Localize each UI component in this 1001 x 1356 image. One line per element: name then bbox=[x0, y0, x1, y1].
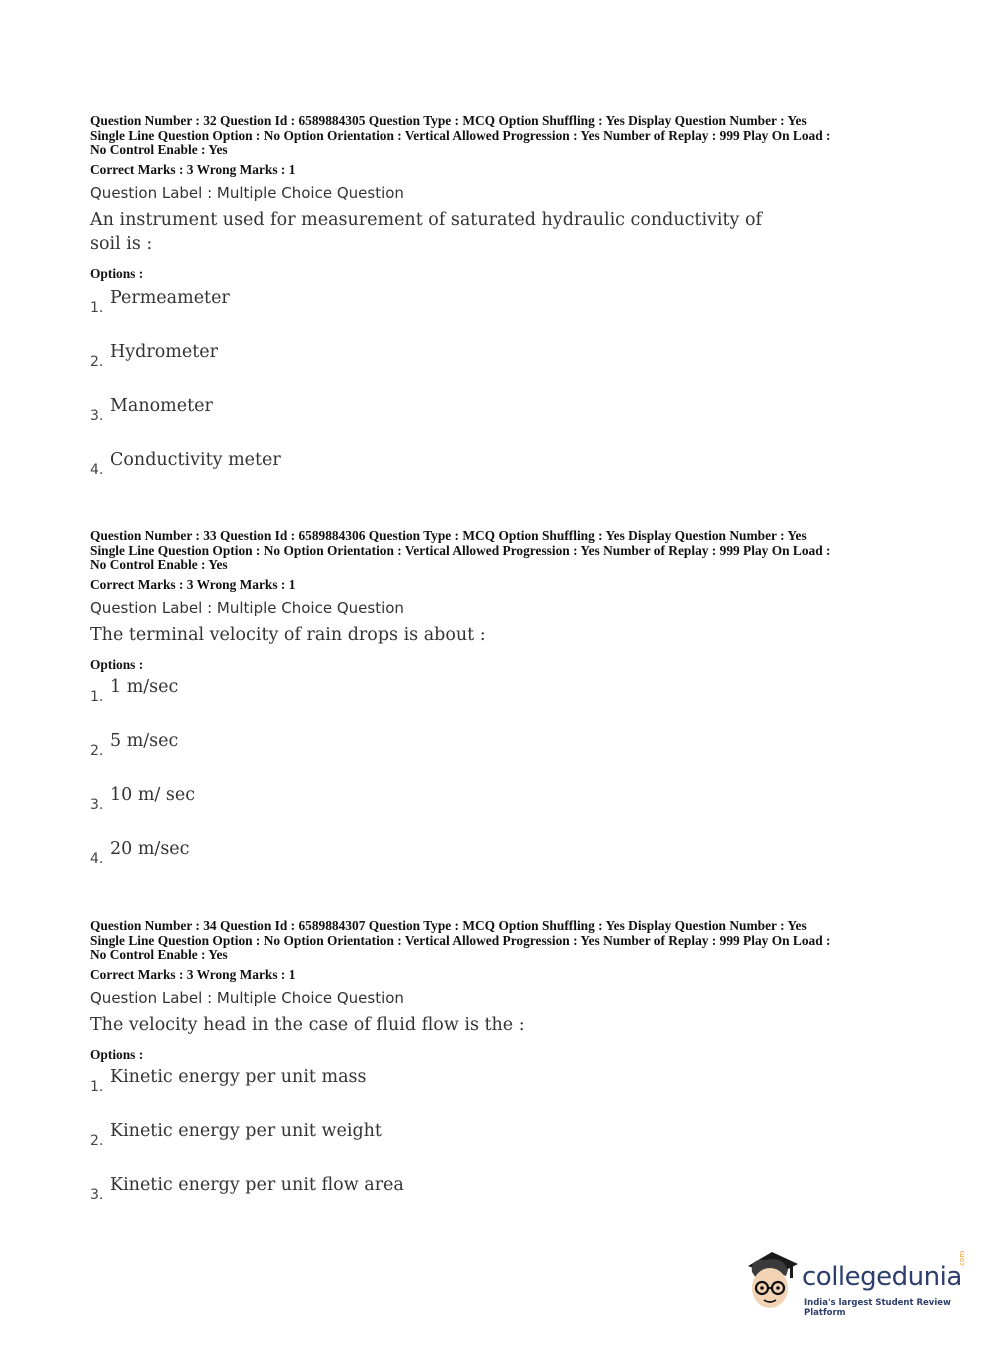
option-item[interactable] bbox=[90, 450, 920, 504]
meta-line: Question Number : 33 Question Id : 6589884306 Question Type : MCQ Option Shuffling : Yes Display Question Number : Yes bbox=[90, 528, 807, 543]
question-block bbox=[90, 529, 920, 893]
option-item[interactable] bbox=[90, 839, 920, 893]
option-item[interactable] bbox=[90, 342, 920, 396]
option-item[interactable] bbox=[90, 731, 920, 785]
logo-wordmark: collegedunia bbox=[802, 1262, 962, 1292]
student-mascot-icon bbox=[742, 1246, 802, 1312]
option-text: Kinetic energy per unit weight bbox=[110, 1120, 382, 1141]
question-meta bbox=[90, 919, 920, 963]
option-item[interactable] bbox=[90, 1067, 920, 1121]
question-label: Question Label : Multiple Choice Question bbox=[90, 598, 404, 617]
question-meta bbox=[90, 114, 920, 158]
option-text: Permeameter bbox=[110, 287, 230, 308]
option-number: 3. bbox=[90, 1186, 104, 1203]
option-item[interactable] bbox=[90, 785, 920, 839]
meta-line: No Control Enable : Yes bbox=[90, 142, 228, 158]
option-text: Kinetic energy per unit flow area bbox=[110, 1174, 404, 1195]
option-text: Conductivity meter bbox=[110, 449, 281, 470]
question-meta bbox=[90, 529, 920, 573]
option-item[interactable] bbox=[90, 288, 920, 342]
question-block bbox=[90, 114, 920, 504]
marks-line: Correct Marks : 3 Wrong Marks : 1 bbox=[90, 161, 296, 177]
options-heading: Options : bbox=[90, 265, 144, 281]
marks-line: Correct Marks : 3 Wrong Marks : 1 bbox=[90, 576, 296, 592]
logo-suffix: .com bbox=[958, 1250, 966, 1268]
option-text: 20 m/sec bbox=[110, 838, 190, 859]
option-number: 3. bbox=[90, 407, 104, 424]
option-number: 1. bbox=[90, 688, 104, 705]
option-number: 2. bbox=[90, 353, 104, 370]
meta-line: Question Number : 34 Question Id : 6589884307 Question Type : MCQ Option Shuffling : Yes Display Question Number : Yes bbox=[90, 918, 807, 933]
meta-line: Question Number : 32 Question Id : 6589884305 Question Type : MCQ Option Shuffling : Yes Display Question Number : Yes bbox=[90, 113, 807, 128]
options-heading: Options : bbox=[90, 656, 144, 672]
question-label: Question Label : Multiple Choice Question bbox=[90, 988, 404, 1007]
option-item[interactable] bbox=[90, 1175, 920, 1229]
option-text: Kinetic energy per unit mass bbox=[110, 1066, 367, 1087]
options-heading: Options : bbox=[90, 1046, 144, 1062]
meta-line: No Control Enable : Yes bbox=[90, 947, 228, 963]
meta-line: Single Line Question Option : No Option Orientation : Vertical Allowed Progression : Yes Number of Replay : 999 Play On Load : bbox=[90, 932, 831, 948]
question-text: An instrument used for measurement of saturated hydraulic conductivity of soil is : bbox=[90, 209, 763, 254]
meta-line: No Control Enable : Yes bbox=[90, 557, 228, 573]
option-number: 1. bbox=[90, 299, 104, 316]
option-number: 4. bbox=[90, 850, 104, 867]
option-number: 3. bbox=[90, 796, 104, 813]
option-number: 4. bbox=[90, 461, 104, 478]
question-text: The terminal velocity of rain drops is about : bbox=[90, 624, 486, 645]
option-number: 2. bbox=[90, 1132, 104, 1149]
meta-line: Single Line Question Option : No Option Orientation : Vertical Allowed Progression : Yes Number of Replay : 999 Play On Load : bbox=[90, 542, 831, 558]
question-block bbox=[90, 919, 920, 1229]
option-item[interactable] bbox=[90, 396, 920, 450]
option-item[interactable] bbox=[90, 1121, 920, 1175]
option-text: 5 m/sec bbox=[110, 730, 179, 751]
meta-line: Single Line Question Option : No Option Orientation : Vertical Allowed Progression : Yes Number of Replay : 999 Play On Load : bbox=[90, 127, 831, 143]
logo-tagline: India's largest Student Review Platform bbox=[804, 1298, 951, 1318]
question-label: Question Label : Multiple Choice Question bbox=[90, 183, 404, 202]
question-text: The velocity head in the case of fluid flow is the : bbox=[90, 1014, 525, 1035]
collegedunia-logo bbox=[742, 1246, 972, 1326]
option-number: 1. bbox=[90, 1078, 104, 1095]
marks-line: Correct Marks : 3 Wrong Marks : 1 bbox=[90, 966, 296, 982]
option-text: 10 m/ sec bbox=[110, 784, 196, 805]
option-text: Hydrometer bbox=[110, 341, 218, 362]
option-number: 2. bbox=[90, 742, 104, 759]
option-text: Manometer bbox=[110, 395, 213, 416]
option-item[interactable] bbox=[90, 677, 920, 731]
option-text: 1 m/sec bbox=[110, 676, 179, 697]
